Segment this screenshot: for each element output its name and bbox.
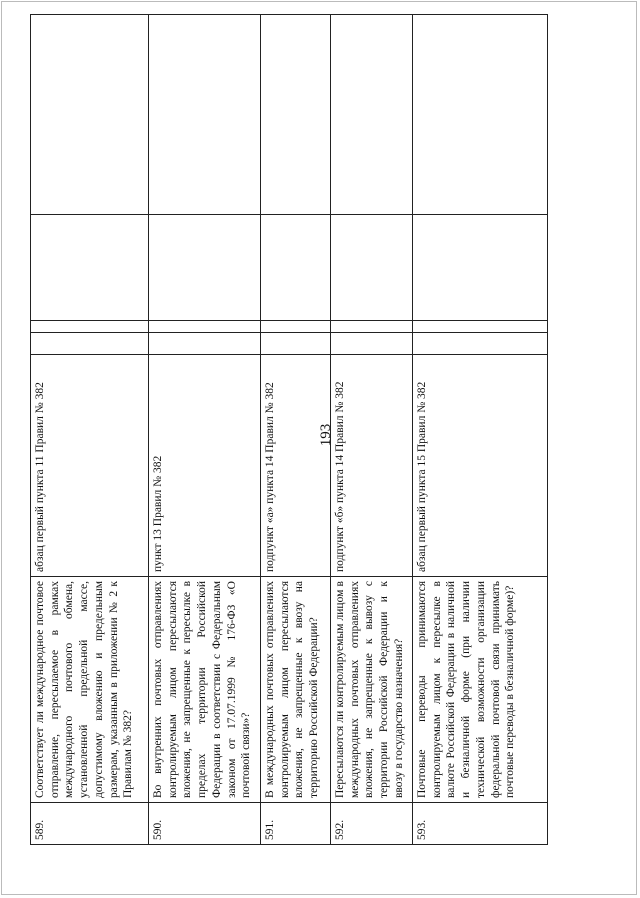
legal-reference-cell: пункт 13 Правил № 382 xyxy=(149,355,261,577)
not-applicable-cell xyxy=(149,215,261,321)
row-number: 591. xyxy=(261,803,331,845)
table-row xyxy=(331,15,413,845)
not-applicable-cell xyxy=(261,215,331,321)
answer-yes-cell xyxy=(331,333,413,355)
comment-cell xyxy=(413,15,548,215)
answer-no-cell xyxy=(31,321,149,333)
answer-yes-cell xyxy=(149,333,261,355)
question-cell: Пересылаются ли контролируемым лицом в международных почтовых отправлениях вложения, не запрещенные к вывозу с территории Российской Федерации и к ввозу в государство назначения? xyxy=(331,577,413,803)
question-cell: Почтовые переводы принимаются контролируемым лицом к пересылке в валюте Российской Федерации в наличной и безналичной форме (при наличии технической возможности организации федеральной почтовой связи принимать почтовые переводы в безналичной форме)? xyxy=(413,577,548,803)
comment-cell xyxy=(261,15,331,215)
table-row xyxy=(413,15,548,845)
not-applicable-cell xyxy=(31,215,149,321)
row-number: 590. xyxy=(149,803,261,845)
question-cell: Во внутренних почтовых отправлениях контролируемым лицом пересылаются вложения, не запрещенные к пересылке в пределах территории Российской Федерации в соответствии с Федеральным законом от 17.07.1999 № 176-ФЗ «О почтовой связи»? xyxy=(149,577,261,803)
row-number: 592. xyxy=(331,803,413,845)
question-cell: Соответствует ли международное почтовое отправление, пересылаемое в рамках международного почтового обмена, установленной предельной массе, допустимому вложению и предельным размерам, указанным в приложении № 2 к Правилам № 382? xyxy=(31,577,149,803)
comment-cell xyxy=(331,15,413,215)
answer-no-cell xyxy=(149,321,261,333)
row-number: 589. xyxy=(31,803,149,845)
question-cell: В международных почтовых отправлениях контролируемым лицом пересылаются вложения, не запрещенные к ввозу на территорию Российской Федерации? xyxy=(261,577,331,803)
not-applicable-cell xyxy=(331,215,413,321)
checklist-table-container xyxy=(30,15,548,845)
table-row xyxy=(149,15,261,845)
answer-yes-cell xyxy=(31,333,149,355)
legal-reference-cell: подпункт «б» пункта 14 Правил № 382 xyxy=(331,355,413,577)
comment-cell xyxy=(31,15,149,215)
not-applicable-cell xyxy=(413,215,548,321)
comment-cell xyxy=(149,15,261,215)
legal-reference-cell: абзац первый пункта 15 Правил № 382 xyxy=(413,355,548,577)
legal-reference-cell: подпункт «а» пункта 14 Правил № 382 xyxy=(261,355,331,577)
answer-yes-cell xyxy=(413,333,548,355)
row-number: 593. xyxy=(413,803,548,845)
legal-reference-cell: абзац первый пункта 11 Правил № 382 xyxy=(31,355,149,577)
checklist-table xyxy=(30,14,548,845)
answer-no-cell xyxy=(413,321,548,333)
table-row xyxy=(261,15,331,845)
answer-no-cell xyxy=(331,321,413,333)
answer-no-cell xyxy=(261,321,331,333)
table-row xyxy=(31,15,149,845)
page-number: 193 xyxy=(318,423,334,447)
answer-yes-cell xyxy=(261,333,331,355)
